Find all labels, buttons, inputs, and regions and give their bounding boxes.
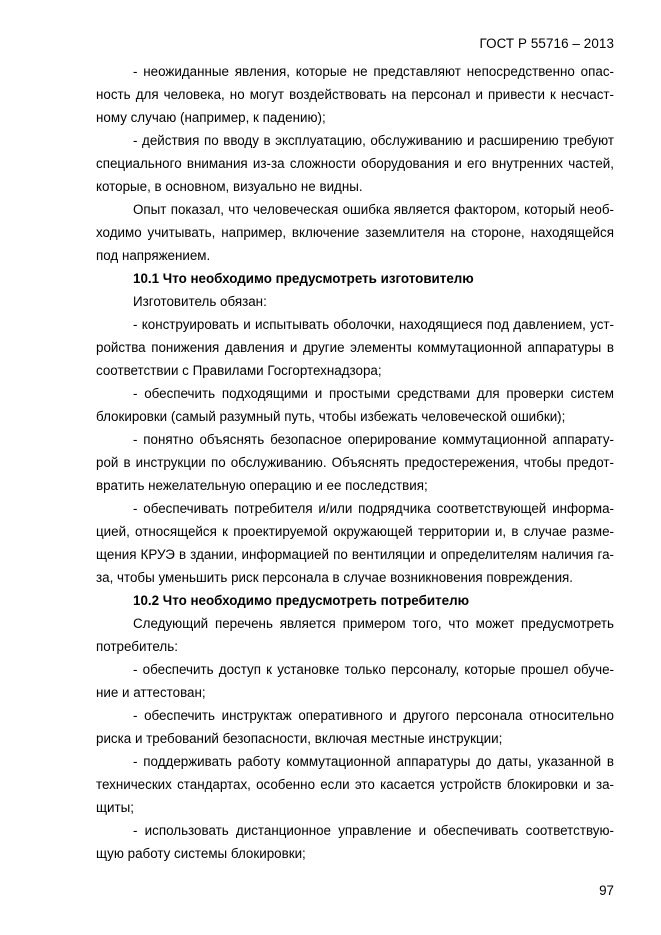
text-line: - конструировать и испытывать оболочки, находящиеся под давлением, уст-: [133, 317, 614, 332]
text-line: Следующий перечень является примером того, что может предусмотреть: [133, 616, 614, 631]
text-line: за, чтобы уменьшить риск персонала в случае возникновения повреждения.: [96, 570, 574, 585]
text-line: блокировки (самый разумный путь, чтобы избежать человеческой ошибки);: [96, 409, 566, 424]
text-line: Опыт показал, что человеческая ошибка является фактором, который необ-: [133, 202, 614, 217]
text-line: - неожиданные явления, которые не представляют непосредственно опас-: [133, 64, 614, 79]
text-line: технических стандартах, особенно если это касается устройств блокировки и за-: [96, 777, 614, 792]
text-line: ному случаю (например, к падению);: [96, 110, 326, 125]
text-line: которые, в основном, визуально не видны.: [96, 179, 363, 194]
text-line: вратить нежелательную операцию и ее последствия;: [96, 478, 428, 493]
text-line: потребитель:: [96, 639, 178, 654]
text-line: Изготовитель обязан:: [133, 294, 267, 309]
text-line: риска и требований безопасности, включая местные инструкции;: [96, 731, 503, 746]
text-line: - обеспечить доступ к установке только персоналу, которые прошел обуче-: [133, 662, 614, 677]
text-line: щения КРУЭ в здании, информацией по вентиляции и определителям наличия га-: [96, 547, 614, 562]
text-line: - действия по вводу в эксплуатацию, обслуживанию и расширению требуют: [133, 133, 614, 148]
section-heading-10-1: 10.1 Что необходимо предусмотреть изготовителю: [133, 271, 474, 286]
text-line: - обеспечить инструктаж оперативного и другого персонала относительно: [133, 708, 614, 723]
text-line: рой в инструкции по обслуживанию. Объяснять предостережения, чтобы предот-: [96, 455, 614, 470]
text-line: соответствии с Правилами Госгортехнадзора;: [96, 363, 382, 378]
text-line: цией, относящейся к проектируемой окружающей территории и, в случае разме-: [96, 524, 614, 539]
text-line: - использовать дистанционное управление и обеспечивать соответствую-: [133, 823, 614, 838]
document-code-header: ГОСТ Р 55716 – 2013: [479, 36, 614, 51]
text-line: - обеспечить подходящими и простыми средствами для проверки систем: [133, 386, 614, 401]
text-line: щую работу системы блокировки;: [96, 846, 306, 861]
text-line: специального внимания из-за сложности оборудования и его внутренних частей,: [96, 156, 614, 171]
text-line: ние и аттестован;: [96, 685, 206, 700]
text-line: ройства понижения давления и другие элементы коммутационной аппаратуры в: [96, 340, 614, 355]
section-heading-10-2: 10.2 Что необходимо предусмотреть потребителю: [133, 593, 470, 608]
text-line: ходимо учитывать, например, включение заземлителя на стороне, находящейся: [96, 225, 614, 240]
text-line: - понятно объяснять безопасное оперирование коммутационной аппарату-: [133, 432, 614, 447]
text-line: ность для человека, но могут воздействовать на персонал и привести к несчаст-: [96, 87, 614, 102]
text-line: - обеспечивать потребителя и/или подрядчика соответствующей информа-: [133, 501, 614, 516]
text-line: - поддерживать работу коммутационной аппаратуры до даты, указанной в: [133, 754, 614, 769]
text-line: под напряжением.: [96, 248, 211, 263]
page-number: 97: [599, 883, 614, 898]
text-line: щиты;: [96, 800, 134, 815]
